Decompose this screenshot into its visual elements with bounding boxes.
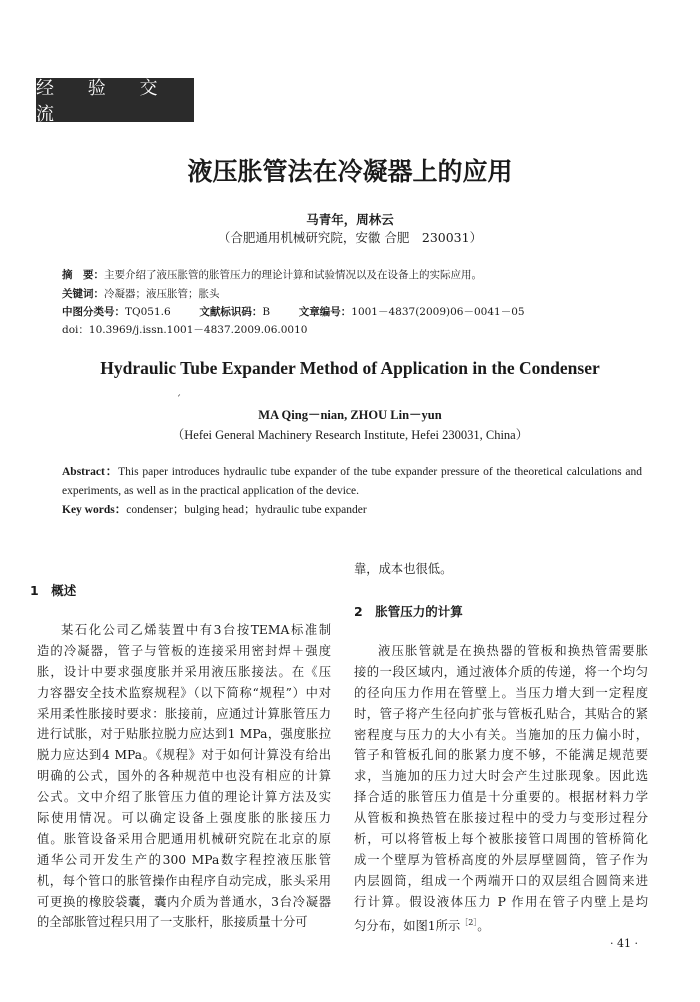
- section1-line: 力容器安全技术监察规程》（以下简称“规程”）中对: [37, 685, 331, 700]
- section1-line: 造的冷凝器，管子与管板的连接采用密封焊＋强度: [37, 643, 331, 658]
- section2-line: 成一个壁厚为管桥高度的外层厚壁圆筒，管子作为: [354, 852, 648, 867]
- keywords-cn-text: 冷凝器；液压胀管；胀头: [104, 288, 220, 300]
- section2-line: 行计算。假设液体压力 P 作用在管子内壁上是均: [354, 894, 648, 909]
- citation-ref: ［2］: [460, 917, 478, 927]
- doc-code-value: B: [262, 306, 271, 318]
- keywords-en-label: Key words：: [62, 504, 127, 516]
- affiliation-en: （Hefei General Machinery Research Institute, Hefei 230031, China）: [171, 428, 529, 442]
- section2-line: 择合适的胀管压力值是十分重要的。根据材料力学: [354, 790, 648, 805]
- section1-body: [37, 620, 331, 933]
- doc-code-label: 文献标识码：: [199, 306, 263, 318]
- section1-line: 脱力应达到4 MPa。《规程》对于如何计算没有给出: [37, 748, 331, 763]
- section1-line: 值。胀管设备采用合肥通用机械研究院在北京的原: [37, 831, 331, 846]
- section2-body: [354, 641, 648, 933]
- section1-line: 际使用情况。可以确定设备上强度胀的胀接压力: [37, 811, 331, 826]
- section1-line: 胀，设计中要求强度胀并采用液压胀接法。在《压: [37, 664, 331, 679]
- title-en: Hydraulic Tube Expander Method of Application in the Condenser: [100, 358, 600, 378]
- authors-cn: 马青年，周林云: [306, 212, 394, 227]
- section1-line: 采用柔性胀接时要求：胀接前，应通过计算胀管压力: [37, 706, 331, 721]
- section2-line: 的径向压力作用在管壁上。当压力增大到一定程度: [354, 685, 648, 700]
- abstract-cn: [62, 267, 482, 282]
- abstract-cn-text: 主要介绍了液压胀管的胀管压力的理论计算和试验情况以及在设备上的实际应用。: [104, 269, 482, 281]
- keywords-cn-label: 关键词：: [62, 288, 104, 300]
- abstract-en-text: This paper introduces hydraulic tube expander of the tube expander pressure of the theoretical calculations and experiments, as well as in the practical application of the device.: [62, 466, 643, 497]
- clc-label: 中图分类号：: [62, 306, 125, 318]
- col2-continuation: [354, 559, 648, 580]
- section2-line: 求，当施加的压力过大时会产生过胀现象。因此选: [354, 769, 648, 784]
- section2-line: 匀分布，如图1所示$^{[2]}$。: [354, 917, 490, 933]
- keywords-cn: [62, 286, 220, 301]
- section2-line: 时，管子将产生径向扩张与管板孔贴合，其贴合的紧: [354, 706, 648, 721]
- authors-en: MA Qing－nian, ZHOU Lin－yun: [258, 408, 442, 422]
- title-cn: 液压胀管法在冷凝器上的应用: [187, 157, 513, 186]
- column-banner: 经 验 交 流: [36, 78, 194, 122]
- keywords-en-text: condenser；bulging head；hydraulic tube expander: [126, 504, 367, 516]
- keywords-en: [62, 501, 642, 520]
- article-no-value: 1001－4837(2009)06－0041－05: [351, 306, 525, 318]
- section1-line: 公式。文中介绍了胀管压力值的理论计算方法及实: [37, 790, 331, 805]
- section1-line: 通华公司开发生产的300 MPa数字程控液压胀管: [37, 852, 331, 867]
- doi: doi：10.3969/j.issn.1001－4837.2009.06.0010: [62, 324, 308, 336]
- section2-line: 接的一段区域内，通过液体介质的传递，将一个均匀: [354, 664, 648, 679]
- sentence-end: 。: [477, 918, 490, 933]
- continuation-line: 靠，成本也很低。: [354, 562, 453, 576]
- section1-heading: 1 概述: [30, 583, 77, 598]
- abstract-en: [62, 463, 642, 501]
- page-number: · 41 ·: [610, 937, 638, 950]
- section2-line: 密程度与压力的大小有关。当施加的压力偏小时，: [354, 727, 648, 742]
- section1-line: 可更换的橡胶袋囊，囊内介质为普通水，3台冷凝器: [37, 894, 331, 909]
- section2-line: 液压胀管就是在换热器的管板和换热管需要胀: [378, 644, 648, 658]
- abstract-cn-label: 摘 要：: [62, 269, 104, 281]
- section2-line: 内层圆筒，组成一个两端开口的双层组合圆筒来进: [354, 873, 648, 888]
- section1-line: 明确的公式，国外的各种规范中也没有相应的计算: [37, 769, 331, 784]
- section1-line: 机，每个管口的胀管操作由程序自动完成，胀头采用: [37, 873, 331, 888]
- affiliation-cn: （合肥通用机械研究院，安徽 合肥 230031）: [217, 230, 483, 245]
- classification-line: [62, 304, 525, 319]
- clc-value: TQ051.6: [125, 306, 171, 318]
- stray-mark: ˊ: [176, 395, 181, 406]
- section2-heading: 2 胀管压力的计算: [354, 604, 463, 619]
- section1-line: 进行试胀，对于贴胀拉脱力应达到1 MPa，强度胀拉: [37, 727, 331, 742]
- abstract-en-label: Abstract：: [62, 466, 119, 478]
- section1-line: 某石化公司乙烯装置中有3台按TEMA标准制: [61, 623, 331, 637]
- section2-line: 析，可以将管板上每个被胀接管口周围的管桥简化: [354, 832, 648, 847]
- section2-line: 从管板和换热管在胀接过程中的受力与变形过程分: [354, 811, 648, 826]
- article-no-label: 文章编号：: [298, 306, 352, 318]
- section1-line: 的全部胀管过程只用了一支胀杆，胀接质量十分可: [37, 915, 308, 930]
- section2-line: 管子和管板孔间的胀紧力度不够，不能满足规范要: [354, 748, 648, 763]
